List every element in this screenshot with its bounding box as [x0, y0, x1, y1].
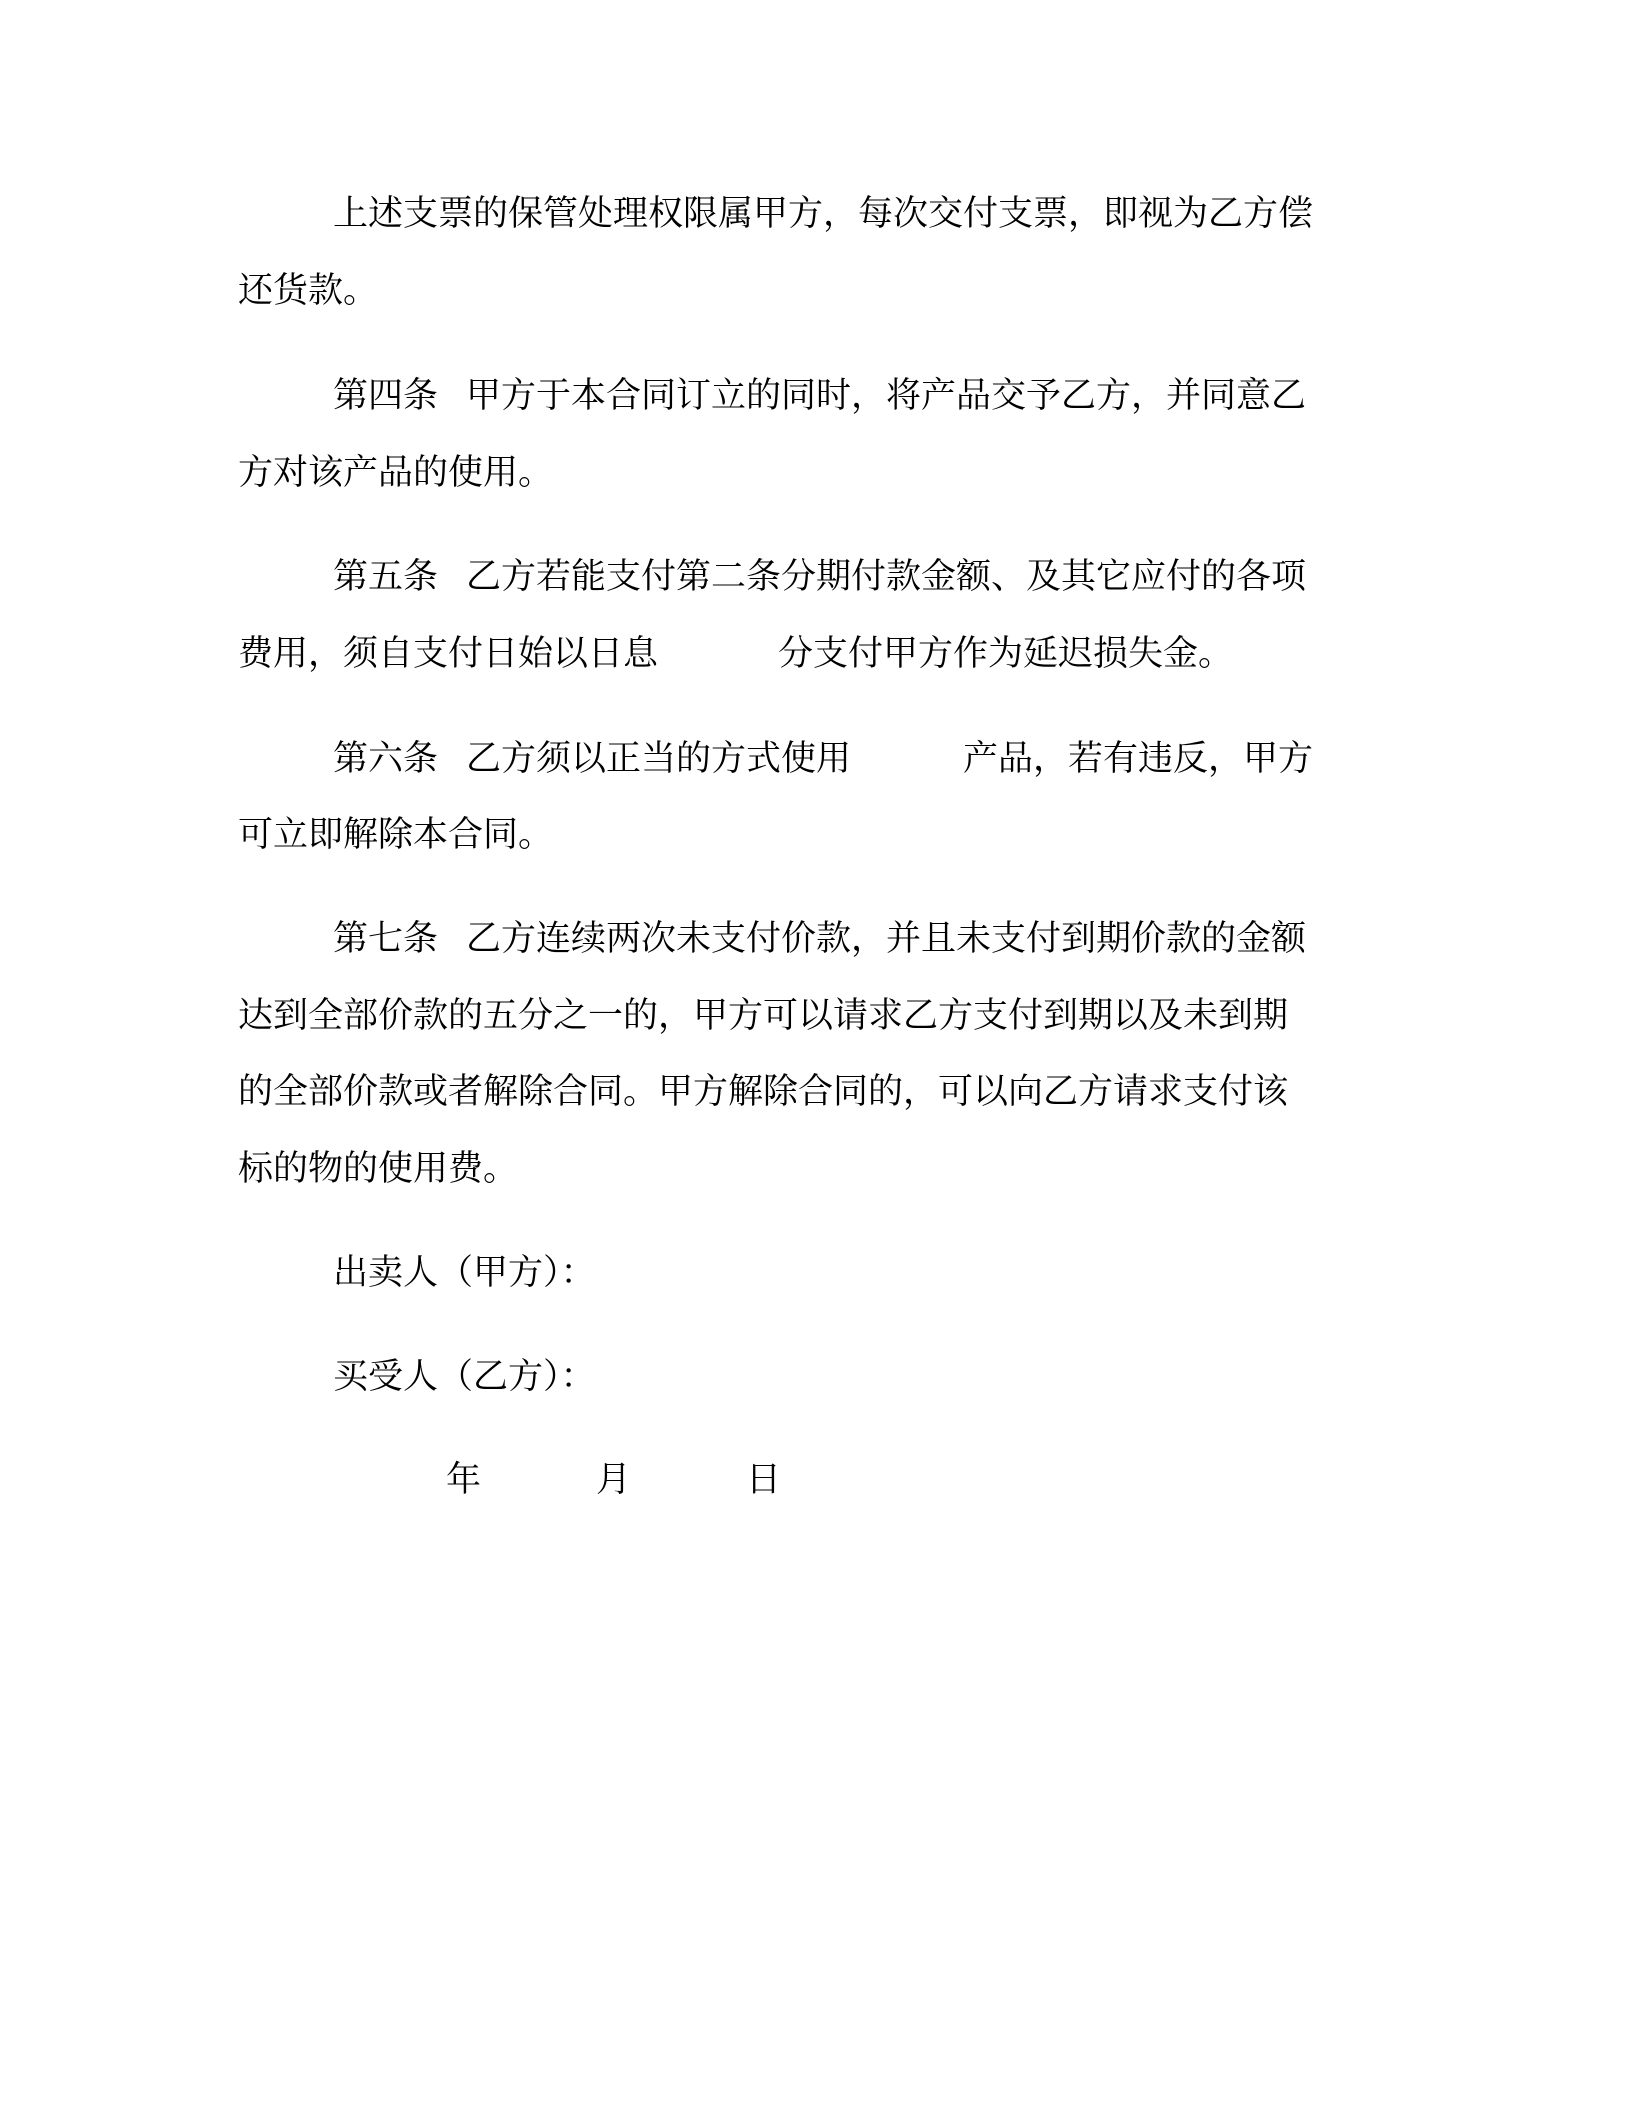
paragraph-text: 的全部价款或者解除合同。甲方解除合同的，可以向乙方请求支付该 [238, 1072, 1289, 1112]
paragraph-text: 费用，须自支付日始以日息 [238, 634, 659, 674]
paragraph-text: 可立即解除本合同。 [238, 815, 554, 855]
paragraph-line [238, 449, 1378, 497]
article-text: 甲方于本合同订立的同时，将产品交予乙方，并同意乙 [466, 376, 1307, 416]
paragraph-text: 还货款。 [238, 271, 379, 311]
article-number: 第七条 [333, 919, 439, 959]
date-line [446, 1456, 1586, 1504]
article-5-line [333, 553, 1473, 601]
date-month: 月 [596, 1460, 632, 1500]
paragraph-text: 上述支票的保管处理权限属甲方，每次交付支票，即视为乙方偿 [333, 194, 1314, 234]
article-6-line [333, 735, 1473, 783]
article-4-line [333, 372, 1473, 420]
paragraph-text: 达到全部价款的五分之一的，甲方可以请求乙方支付到期以及未到期 [238, 996, 1289, 1036]
paragraph-line [238, 811, 1378, 859]
seller-label: 出卖人（甲方）： [333, 1253, 596, 1293]
buyer-signature-line [333, 1353, 1473, 1401]
buyer-label: 买受人（乙方）： [333, 1357, 596, 1397]
paragraph-text: 标的物的使用费。 [238, 1149, 519, 1189]
article-text: 乙方连续两次未支付价款，并且未支付到期价款的金额 [466, 919, 1307, 959]
paragraph-line [238, 992, 1378, 1040]
article-number: 第四条 [333, 376, 439, 416]
date-year: 年 [446, 1460, 482, 1500]
article-7-line [333, 915, 1473, 963]
seller-signature-line [333, 1249, 1473, 1297]
paragraph-line [238, 630, 1378, 678]
paragraph-line [238, 267, 1378, 315]
paragraph-line [238, 1068, 1378, 1116]
article-text: 产品，若有违反，甲方 [963, 739, 1314, 779]
paragraph-text: 方对该产品的使用。 [238, 453, 554, 493]
article-text: 乙方若能支付第二条分期付款金额、及其它应付的各项 [466, 557, 1307, 597]
paragraph-text: 分支付甲方作为延迟损失金。 [778, 634, 1234, 674]
article-number: 第五条 [333, 557, 439, 597]
paragraph-line [238, 1145, 1378, 1193]
date-day: 日 [746, 1460, 782, 1500]
article-number: 第六条 [333, 739, 439, 779]
paragraph-line [333, 190, 1473, 238]
article-text: 乙方须以正当的方式使用 [466, 739, 852, 779]
